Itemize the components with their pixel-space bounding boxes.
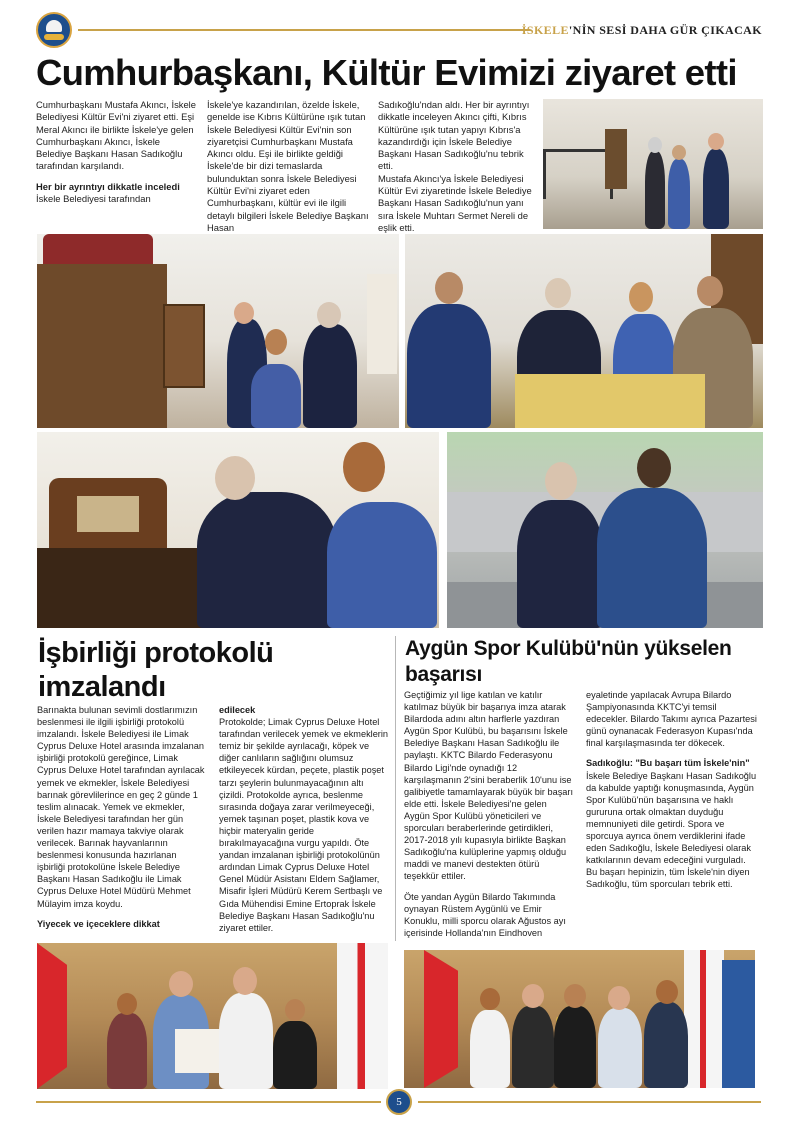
radio-table [37,548,217,628]
article3-subheading: Sadıkoğlu: "Bu başarı tüm İskele'nin" [586,758,750,769]
article1-title: Cumhurbaşkanı, Kültür Evimizi ziyaret etti [36,52,737,93]
person-figure [668,159,690,229]
article3-paragraph: Öte yandan Aygün Bilardo Takımında oynayan Rüstem Aygünlü ve Emir Konuklu, milli sporcu olarak Ağustos ayı içerisinde Hollanda'nın Eindhoven [404,891,566,938]
person-head [234,302,254,324]
article1-column-3 [378,99,538,234]
trnc-flag [684,950,724,1088]
photo-table-gathering [405,234,763,428]
header-slogan-suffix: 'NİN SESİ DAHA GÜR ÇIKACAK [568,23,762,37]
person-head [629,282,653,312]
person-head [343,442,385,492]
person-figure [470,1010,510,1088]
person-head [637,448,671,488]
cabinet [605,129,627,189]
person-figure [517,500,603,628]
article3-title: Aygün Spor Kulübü'nün yükselen başarısı [405,637,732,686]
column-divider [395,636,396,941]
photo-wardrobe-visit [37,234,399,428]
person-figure [273,1021,317,1089]
photo-old-radio-visit [37,432,439,628]
wardrobe-door [163,304,205,388]
person-head [285,999,305,1021]
person-head [672,145,686,160]
person-figure [219,993,273,1089]
article1-paragraph: İskele'ye kazandırılan, özelde İskele, genelde ise Kıbrıs Kültürüne ışık tutan İskele Belediyesi Kültür Evi'nin son ziyaretçisi Cumhurbaşkanı Mustafa Akıncı oldu. Eşi ile birlikte geldiği İskele'de bir dizi temaslarda bulunduktan sonra İskele Belediyesi Kültür Evi'ni ziyaret eden Cumhurbaşkanı, kültür evi ile ilgili detaylı bilgileri İskele Belediye Başkanı Hasan [207,99,369,233]
person-figure [703,149,729,229]
person-figure [303,324,357,428]
person-head [435,272,463,304]
person-figure [251,364,301,428]
person-head [708,133,724,150]
bed-frame [543,149,613,199]
turkish-flag [37,943,67,1089]
person-head [648,137,662,153]
person-figure [644,1002,688,1088]
footer-rule-right [418,1101,761,1103]
person-figure [598,1008,642,1088]
protocol-document [175,1029,221,1073]
person-head [317,302,341,328]
article2-column-2 [219,704,389,934]
article2-subheading: Yiyecek ve içeceklere dikkat [37,918,160,929]
person-head [233,967,257,995]
article1-subheading: Her bir ayrıntıyı dikkatle inceledi [36,180,180,192]
photo-billiards-team [404,950,755,1088]
header-slogan-prefix: İSKELE [521,23,569,37]
person-figure [597,488,707,628]
person-head [169,971,193,997]
page-number: 5 [386,1089,412,1115]
person-figure [512,1006,554,1088]
footer-rule-left [36,1101,381,1103]
person-head [608,986,630,1010]
person-figure [554,1006,596,1088]
person-head [564,984,586,1008]
article1-paragraph: Mustafa Akıncı'ya İskele Belediyesi Kültür Evi ziyaretinde İskele Belediye Başkanı Hasan Sadıkoğlu'nun yanı sıra İskele Muhtarı Sermet Nereli de eşlik etti. [378,172,532,233]
person-head [215,456,255,500]
person-head [697,276,723,306]
photo-culture-house-room [543,99,763,229]
municipality-flag [722,960,755,1088]
turkish-flag [424,950,458,1088]
hanging-cloth [367,274,397,374]
municipality-logo [36,12,72,48]
person-figure [107,1013,147,1089]
person-head [522,984,544,1008]
person-head [265,329,287,355]
article1-paragraph: İskele Belediyesi tarafından [36,193,151,205]
dining-table [515,374,705,428]
person-head [480,988,500,1010]
header-rule [78,29,530,31]
person-head [117,993,137,1015]
article1-paragraph: Sadıkoğlu'ndan aldı. Her bir ayrıntıyı dikkatle inceleyen Akıncı çifti, Kıbrıs Kültürüne ışık tutan yapıyı Kıbrıs'a kazandırdığı için İskele Belediye Başkanı Hasan Sadıkoğlu'nu tebrik etti. [378,99,530,172]
header-slogan [522,23,762,38]
article1-column-1 [36,99,196,205]
person-head [545,462,577,500]
person-figure [645,151,665,229]
person-figure [327,502,437,628]
article1-column-2 [207,99,372,234]
person-figure [407,304,491,428]
article1-paragraph: Cumhurbaşkanı Mustafa Akıncı, İskele Belediyesi Kültür Evi'ni ziyaret etti. Eşi Meral Akıncı ile birlikte İskele'ye gelen Cumhurbaşkanı Akıncı, İskele Belediye Başkanı Hasan Sadıkoğlu tarafından karşılandı. [36,99,196,172]
article3-column-1 [404,689,574,939]
article2-column-1 [37,704,207,930]
article3-paragraph: İskele Belediye Başkanı Hasan Sadıkoğlu da kabulde yaptığı konuşmasında, Aygün Spor Kulübü'nün başarısına ve haklı gururuna ortak olmaktan duyduğu memnuniyeti dile getirdi. Spora ve sporcuya ayrıca önem verdiklerini ifade eden Sadıkoğlu, İskele Belediyesi olarak katkılarının devam edeceğini vurguladı. Bu başarı hepinizin, tüm İskele'nin diyen Sadıkoğlu, tüm sporcuları tebrik etti. [586,770,757,890]
radio-dial [77,496,139,532]
photo-protocol-signing [37,943,388,1089]
wooden-wardrobe [37,264,167,428]
article3-column-2 [586,689,758,891]
person-figure [197,492,337,628]
article2-paragraph: Protokolde; Limak Cyprus Deluxe Hotel tarafından verilecek yemek ve ekmeklerin temiz bir şekilde ayrılacağı, köpek ve diğer canlıların sağlığını olumsuz etkileyecek kürdan, peçete, plastik poşet tarzı şeylerin bulunmayacağının altı çizildi. Protokolde ayrıca, beslenme sırasında doğaya zarar verilmeyeceği, yemek taşınan poşet, plastik kova ve hiçbir materyalin geride bırakılmayacağına vurgu yapıldı. Öte yandan imzalanan işbirliği protokolünün ardından Limak Cyprus Deluxe Hotel Genel Müdür Asistanı Eldem Sağlamer, Misafir İşleri Müdürü Kerem Sertbaşlı ve Gıda Mühendisi Emine Ertoprak İskele Belediye Başkanı Hasan Sadıkoğlu'nu ziyaret ettiler. [219,717,389,933]
article2-title: İşbirliği protokolü imzalandı [38,637,274,703]
article2-paragraph: Barınakta bulunan sevimli dostlarımızın beslenmesi ile ilgili işbirliği protokolü imzalandı. İskele Belediyesi ile Limak Cyprus Deluxe Hotel arasında imzalanan işbirliği protokolü gereğince, Limak Cyprus Deluxe Hotel tarafından ayrılacak yemek ve ekmekler, İskele Belediyesi barınak görevlilerince en geç 2 günde 1 teslim alınacak. Yemek ve ekmekler, İskele Belediyesi tarafından her gün verilen hazır mamaya takviye olarak verilecek. Barınak hayvanlarının beslenmesi konusunda hazırlanan işbirliği protokolüne İskele Belediye Başkanı Hasan Sadıkoğlu ile Limak Cyprus Deluxe Hotel Müdürü Mehmet Mülayim imza koydu. [37,705,205,909]
article3-paragraph: Geçtiğimiz yıl lige katılan ve katılır katılmaz büyük bir başarıya imza atarak Bilardoda adını altın harflerle yazdıran Aygün Spor Kulübü, bu başarısını İskele Belediye Başkanı Hasan Sadıkoğlu ile paylaştı. KKTC Bilardo Federasyonu Bilardo Ligi'nde oynadığı 12 karşılaşmanın 2'sini beraberlik 10'unu ise galibiyetle tamamlayarak büyük bir başarı elde etti. İskele Belediyesi'ne gelen Aygün Spor Kulübü yöneticileri ve sporcuları beraberlerinde getirdikleri, 2017-2018 yılı kupasıyla birlikte Başkan Sadıkoğlu'na kulüplerine yapmış olduğu maddi ve manevi destekten ötürü teşekkür ettiler. [404,690,574,882]
person-head [656,980,678,1004]
person-head [545,278,571,308]
article2-subheading-cont: edilecek [219,705,256,715]
photo-outdoor-handshake [447,432,763,628]
article3-paragraph: eyaletinde yapılacak Avrupa Bilardo Şampiyonasında KKTC'yi temsil edecekler. Bilardo Takımı ayrıca Pazartesi günü oynanacak Federasyon Kupası'nda final karşılaşmasında ter dökecek. [586,690,757,749]
trnc-flag [337,943,388,1089]
